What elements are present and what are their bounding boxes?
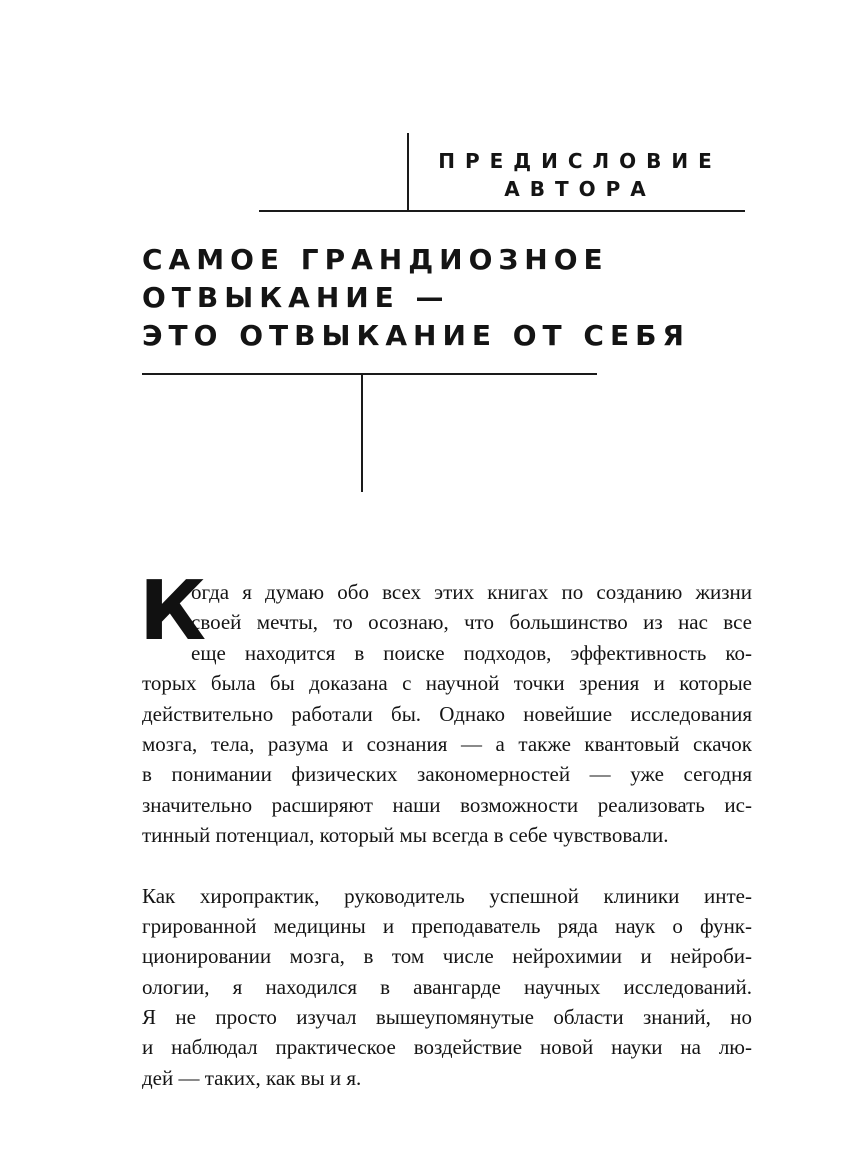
chapter-title bbox=[142, 241, 822, 355]
drop-cap: К bbox=[139, 564, 207, 659]
top-horizontal-rule bbox=[259, 210, 745, 212]
paragraph-line: тинный потенциал, который мы всегда в себе чувствовали. bbox=[142, 823, 669, 848]
paragraph-line: еще находится в поиске подходов, эффективность ко- bbox=[191, 640, 752, 665]
paragraph-line: в понимании физических закономерностей — уже сегодня bbox=[142, 762, 752, 787]
chapter-title-line-1: САМОЕ ГРАНДИОЗНОЕ bbox=[142, 243, 609, 276]
paragraph-line: действительно работали бы. Однако новейшие исследования bbox=[142, 701, 752, 726]
paragraph-line: огда я думаю обо всех этих книгах по созданию жизни bbox=[191, 580, 752, 604]
paragraph-line: Я не просто изучал вышеупомянутые области знаний, но bbox=[142, 1005, 752, 1030]
paragraph-line: дей — таких, как вы и я. bbox=[142, 1065, 362, 1090]
paragraph-line: Как хиропрактик, руководитель успешной клиники инте- bbox=[142, 883, 752, 908]
title-vertical-rule bbox=[361, 374, 363, 492]
title-underline-rule bbox=[142, 373, 597, 375]
section-label bbox=[410, 147, 750, 203]
paragraph-1 bbox=[139, 564, 752, 851]
paragraph-line: своей мечты, то осознаю, что большинство из нас все bbox=[191, 610, 752, 635]
paragraph-line: ционировании мозга, в том числе нейрохимии и нейроби- bbox=[142, 944, 752, 969]
body-text bbox=[139, 564, 752, 1093]
paragraph-line: мозга, тела, разума и сознания — а также квантовый скачок bbox=[142, 731, 752, 756]
paragraph-line: торых была бы доказана с научной точки зрения и которые bbox=[142, 671, 752, 696]
chapter-title-line-3: ЭТО ОТВЫКАНИЕ ОТ СЕБЯ bbox=[142, 319, 690, 352]
chapter-title-line-2: ОТВЫКАНИЕ — bbox=[142, 281, 450, 314]
paragraph-line: ологии, я находился в авангарде научных исследований. bbox=[142, 974, 752, 999]
paragraph-2 bbox=[142, 881, 752, 1094]
paragraph-line: значительно расширяют наши возможности реализовать ис- bbox=[142, 792, 752, 817]
section-label-line-2: АВТОРА bbox=[504, 177, 656, 201]
section-label-line-1: ПРЕДИСЛОВИЕ bbox=[438, 149, 722, 173]
paragraph-line: и наблюдал практическое воздействие новой науки на лю- bbox=[142, 1035, 752, 1060]
top-vertical-rule bbox=[407, 133, 409, 211]
paragraph-line: грированной медицины и преподаватель ряда наук о функ- bbox=[142, 913, 752, 938]
